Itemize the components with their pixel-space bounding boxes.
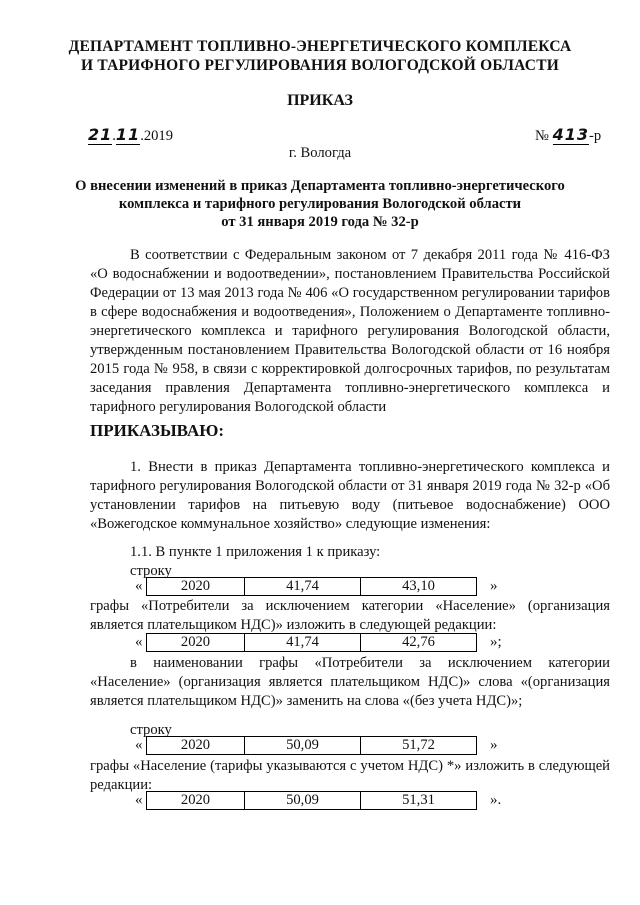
row3-open-quote: « xyxy=(135,737,143,753)
row4-value1: 50,09 xyxy=(245,792,361,810)
date-month: 11 xyxy=(115,125,141,144)
row1-value1: 41,74 xyxy=(245,578,361,596)
row4-close-quote: ». xyxy=(490,792,502,808)
preamble xyxy=(90,246,610,417)
row2-value1: 41,74 xyxy=(245,634,361,652)
tariff-row-3 xyxy=(146,736,477,755)
date-year: .2019 xyxy=(140,128,174,144)
stroku-label-1: строку xyxy=(130,563,172,579)
city: г. Вологда xyxy=(288,145,352,161)
order-word: ПРИКАЗЫВАЮ: xyxy=(90,421,225,440)
doc-type: ПРИКАЗ xyxy=(287,92,353,109)
row2-close-quote: »; xyxy=(490,634,502,650)
row2-open-quote: « xyxy=(135,634,143,650)
row1-open-quote: « xyxy=(135,578,143,594)
date-sep: . xyxy=(112,128,116,144)
row3-value1: 50,09 xyxy=(245,737,361,755)
title-line1: О внесении изменений в приказ Департамента топливно-энергетического xyxy=(75,178,565,194)
row3-close-quote: » xyxy=(490,737,498,753)
number-value: 413 xyxy=(552,125,589,144)
text-a: графы «Потребители за исключением категории «Население» (организация является плательщиком НДС)» изложить в следующей редакции: xyxy=(90,598,610,633)
text-b xyxy=(90,654,610,711)
row4-value2: 51,31 xyxy=(361,792,477,810)
org-name-line2: И ТАРИФНОГО РЕГУЛИРОВАНИЯ ВОЛОГОДСКОЙ ОБЛАСТИ xyxy=(81,57,559,74)
title-line2: комплекса и тарифного регулирования Вологодской области xyxy=(118,196,522,212)
number-prefix: № xyxy=(535,128,549,144)
tariff-row-4 xyxy=(146,791,477,810)
title-line3: от 31 января 2019 года № 32-р xyxy=(221,214,419,230)
order-number xyxy=(535,125,601,145)
row3-year: 2020 xyxy=(147,737,245,755)
date-day: 21 xyxy=(88,125,113,144)
row4-open-quote: « xyxy=(135,792,143,808)
item-1-1: 1.1. В пункте 1 приложения 1 к приказу: xyxy=(130,544,381,560)
row1-close-quote: » xyxy=(490,578,498,594)
item-1-text: 1. Внести в приказ Департамента топливно-энергетического комплекса и тарифного регулирования Вологодской области от 31 января 2019 года № 32-р «Об установлении тарифов на питьевую воду (питьевое водоснабжение) ООО «Вожегодское коммунальное хозяйство» следующие изменения: xyxy=(90,459,610,532)
preamble-text: В соответствии с Федеральным законом от 7 декабря 2011 года № 416-ФЗ «О водоснабжении и водоотведении», постановлением Правительства Российской Федерации от 13 мая 2013 года № 406 «О государственном регулировании тарифов в сфере водоснабжения и водоотведения», Положением о Департаменте топливно-энергетического комплекса и тарифного регулирования Вологодской области, утвержденным постановлением Правительства Вологодской области от 16 ноября 2015 года № 958, в связи с корректировкой долгосрочных тарифов, по результатам заседания правления Департамента топливно-энергетического комплекса и тарифного регулирования Вологодской области xyxy=(90,247,610,415)
org-name-line1: ДЕПАРТАМЕНТ ТОПЛИВНО-ЭНЕРГЕТИЧЕСКОГО КОМПЛЕКСА xyxy=(68,38,572,55)
text-b-body: в наименовании графы «Потребители за исключением категории «Население» (организация является плательщиком НДС)» слова «(организация является плательщиком НДС)» заменить на слова «(без учета НДС)»; xyxy=(90,655,610,709)
stroku-label-2: строку xyxy=(130,722,172,738)
row3-value2: 51,72 xyxy=(361,737,477,755)
text-c: графы «Население (тарифы указываются с учетом НДС) *» изложить в следующей редакции: xyxy=(90,758,610,793)
row2-year: 2020 xyxy=(147,634,245,652)
tariff-row-2 xyxy=(146,633,477,652)
order-date xyxy=(88,125,173,145)
row4-year: 2020 xyxy=(147,792,245,810)
row1-year: 2020 xyxy=(147,578,245,596)
row1-value2: 43,10 xyxy=(361,578,477,596)
tariff-row-1 xyxy=(146,577,477,596)
number-suffix: -р xyxy=(589,128,602,144)
row2-value2: 42,76 xyxy=(361,634,477,652)
item-1 xyxy=(90,458,610,534)
